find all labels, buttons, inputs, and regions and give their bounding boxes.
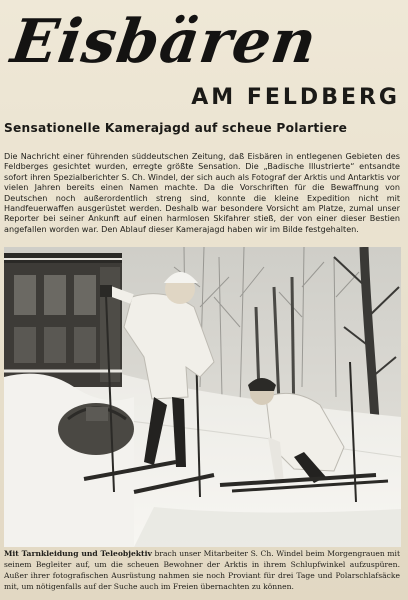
headline-script-title: Eisbären (6, 7, 322, 77)
photo-caption-text: brach unser Mitarbeiter S. Ch. Windel beim Morgengrauen mit seinem Begleiter auf, um die scheuen Bewohner der Arktis in ihrem Schlupfwinkel aufzuspüren. Außer ihrer fotografischen Ausrüstung nahmen sie noch Proviant für drei Tage und Polarschlafsäcke mit, um nötigenfalls auf der Suche auch im Freien übernachten zu können. (4, 549, 400, 591)
article-subtitle: Sensationelle Kamerajagd auf scheue Polartiere (4, 121, 348, 135)
photo-caption (4, 548, 400, 598)
photo-illustration (4, 247, 401, 547)
backpack (58, 403, 134, 455)
article-body-paragraph: Die Nachricht einer führenden süddeutschen Zeitung, daß Eisbären in entlegenen Gebieten des Feldberges gesichtet wurden, erregte größte Sensation. Die „Badische Illustrierte“ entsandte sofort ihren Spezialberichter S. Ch. Windel, der sich auch als Fotograf der Arktis und Antarktis vor vielen Jahren bereits einen Namen machte. Da die Vorschriften für die Bewaffnung von Deutschen noch außerordentlich streng sind, konnte die kleine Expedition nicht mit Handfeuerwaffen ausgerüstet werden. Deshalb war besondere Vorsicht am Platze, zumal unser Reporter bei seiner Ankunft auf einen harmlosen Skifahrer stieß, der von einer dieser Bestien angefallen worden war. Den Ablauf dieser Kamerajagd haben wir im Bilde festgehalten. (4, 151, 400, 234)
headline-block-title: AM FELDBERG (191, 85, 400, 110)
photo-caption-lead: Mit Tarnkleidung und Teleobjektiv (4, 549, 152, 558)
hut-building (4, 253, 122, 387)
article-photograph (4, 247, 401, 547)
